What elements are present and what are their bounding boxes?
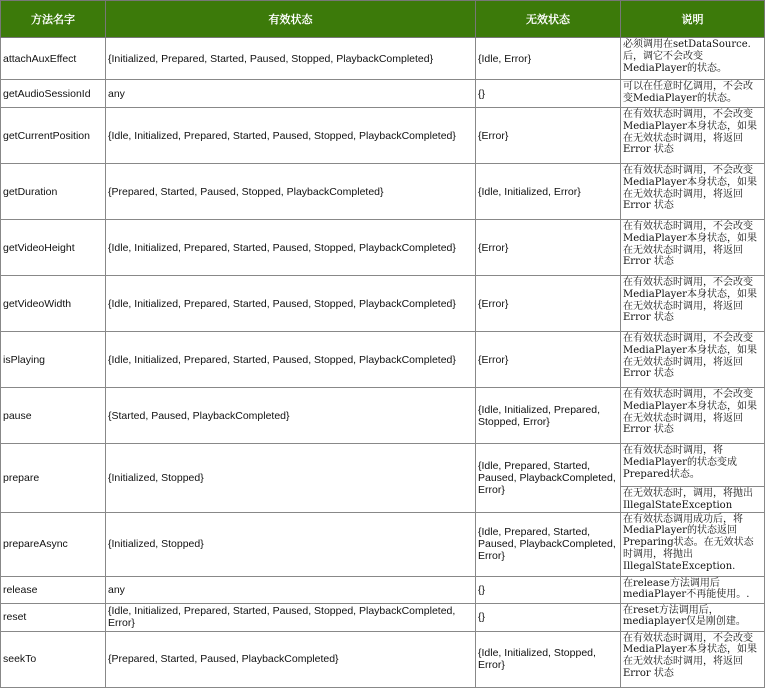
invalid-states: {Idle, Prepared, Started, Paused, PlaybackCompleted, Error}	[476, 512, 621, 576]
table-row	[1, 220, 765, 276]
description: 可以在任意时亿调用，不会改变MediaPlayer的状态。	[621, 80, 765, 108]
valid-states: {Prepared, Started, Paused, PlaybackCompleted}	[106, 631, 476, 687]
invalid-states: {Idle, Error}	[476, 38, 621, 80]
description: 在有效状态时调用，将MediaPlayer的状态变成Prepared状态。	[621, 444, 765, 487]
description: 必须调用在setDataSource.后，调它不会改变MediaPlayer的状态。	[621, 38, 765, 80]
valid-states: {Idle, Initialized, Prepared, Started, Paused, Stopped, PlaybackCompleted}	[106, 220, 476, 276]
valid-states: any	[106, 80, 476, 108]
method-name: getCurrentPosition	[1, 108, 106, 164]
invalid-states: {}	[476, 603, 621, 631]
description: 在有效状态时调用，不会改变MediaPlayer本身状态，如果在无效状态时调用，将返回Error 状态	[621, 388, 765, 444]
method-name: seekTo	[1, 631, 106, 687]
method-name: getAudioSessionId	[1, 80, 106, 108]
method-name: getDuration	[1, 164, 106, 220]
valid-states: {Idle, Initialized, Prepared, Started, Paused, Stopped, PlaybackCompleted, Error}	[106, 603, 476, 631]
invalid-states: {Idle, Initialized, Error}	[476, 164, 621, 220]
description-secondary: 在无效状态时，调用，将抛出IllegalStateException	[621, 487, 765, 513]
description: 在有效状态时调用，不会改变MediaPlayer本身状态，如果在无效状态时调用，将返回Error 状态	[621, 276, 765, 332]
valid-states: {Initialized, Stopped}	[106, 512, 476, 576]
description: 在有效状态时调用，不会改变MediaPlayer本身状态，如果在无效状态时调用，将返回Error 状态	[621, 631, 765, 687]
method-name: getVideoHeight	[1, 220, 106, 276]
invalid-states: {}	[476, 576, 621, 603]
method-name: prepare	[1, 444, 106, 513]
description: 在reset方法调用后，mediaplayer仅是刚创建。	[621, 603, 765, 631]
table-row	[1, 603, 765, 631]
valid-states: {Prepared, Started, Paused, Stopped, PlaybackCompleted}	[106, 164, 476, 220]
valid-states: {Idle, Initialized, Prepared, Started, Paused, Stopped, PlaybackCompleted}	[106, 332, 476, 388]
header-valid-states: 有效状态	[106, 1, 476, 38]
valid-states: {Idle, Initialized, Prepared, Started, Paused, Stopped, PlaybackCompleted}	[106, 276, 476, 332]
table-row	[1, 276, 765, 332]
invalid-states: {Error}	[476, 108, 621, 164]
method-name: reset	[1, 603, 106, 631]
invalid-states: {Idle, Prepared, Started, Paused, PlaybackCompleted, Error}	[476, 444, 621, 513]
description: 在有效状态调用成功后，将MediaPlayer的状态返回Preparing状态。在无效状态时调用，将抛出IllegalStateException.	[621, 512, 765, 576]
method-name: isPlaying	[1, 332, 106, 388]
table-row	[1, 388, 765, 444]
invalid-states: {Error}	[476, 332, 621, 388]
description: 在release方法调用后mediaPlayer不再能使用。.	[621, 576, 765, 603]
table-row	[1, 108, 765, 164]
method-name: pause	[1, 388, 106, 444]
method-name: release	[1, 576, 106, 603]
invalid-states: {Error}	[476, 276, 621, 332]
method-name: attachAuxEffect	[1, 38, 106, 80]
valid-states: {Idle, Initialized, Prepared, Started, Paused, Stopped, PlaybackCompleted}	[106, 108, 476, 164]
table-row	[1, 512, 765, 576]
table-row	[1, 38, 765, 80]
table-row	[1, 631, 765, 687]
invalid-states: {Idle, Initialized, Prepared, Stopped, Error}	[476, 388, 621, 444]
description: 在有效状态时调用，不会改变MediaPlayer本身状态，如果在无效状态时调用，将返回Error 状态	[621, 220, 765, 276]
table-row	[1, 444, 765, 487]
valid-states: {Initialized, Stopped}	[106, 444, 476, 513]
table-row	[1, 332, 765, 388]
table-row	[1, 164, 765, 220]
invalid-states: {Idle, Initialized, Stopped, Error}	[476, 631, 621, 687]
header-method: 方法名字	[1, 1, 106, 38]
header-description: 说明	[621, 1, 765, 38]
method-name: prepareAsync	[1, 512, 106, 576]
invalid-states: {}	[476, 80, 621, 108]
valid-states: any	[106, 576, 476, 603]
table-row	[1, 576, 765, 603]
invalid-states: {Error}	[476, 220, 621, 276]
description: 在有效状态时调用，不会改变MediaPlayer本身状态，如果在无效状态时调用，将返回Error 状态	[621, 332, 765, 388]
description: 在有效状态时调用，不会改变MediaPlayer本身状态，如果在无效状态时调用，将返回Error 状态	[621, 108, 765, 164]
valid-states: {Started, Paused, PlaybackCompleted}	[106, 388, 476, 444]
valid-states: {Initialized, Prepared, Started, Paused, Stopped, PlaybackCompleted}	[106, 38, 476, 80]
method-name: getVideoWidth	[1, 276, 106, 332]
description: 在有效状态时调用，不会改变MediaPlayer本身状态，如果在无效状态时调用，将返回Error 状态	[621, 164, 765, 220]
table-row	[1, 80, 765, 108]
header-invalid-states: 无效状态	[476, 1, 621, 38]
header-row	[1, 1, 765, 38]
